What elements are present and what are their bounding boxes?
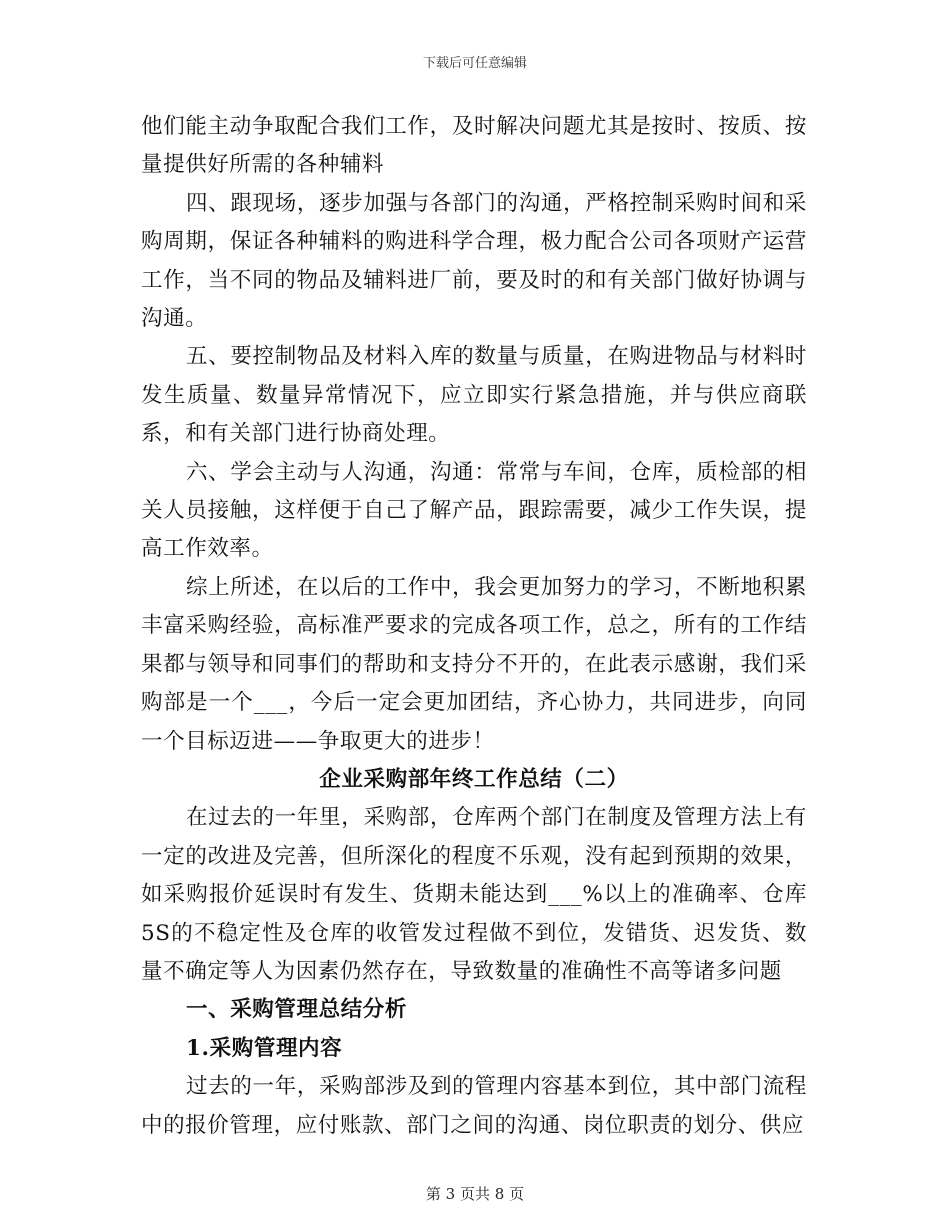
paragraph-item-six: 六、学会主动与人沟通，沟通：常常与车间，仓库，质检部的相关人员接触，这样便于自己了解产品，跟踪需要，减少工作失误，提高工作效率。 xyxy=(141,459,807,562)
page-footer: 第 3 页共 8 页 xyxy=(425,1185,525,1203)
page-header: 下载后可任意编辑 xyxy=(422,56,527,71)
section-title: 企业采购部年终工作总结（二） xyxy=(319,766,629,792)
document-body xyxy=(141,108,807,1145)
paragraph-item-four: 四、跟现场，逐步加强与各部门的沟通，严格控制采购时间和采购周期，保证各种辅料的购进科学合理，极力配合公司各项财产运营工作，当不同的物品及辅料进厂前，要及时的和有关部门做好协调与沟通。 xyxy=(141,190,807,332)
paragraph-conclusion: 综上所述，在以后的工作中，我会更加努力的学习，不断地积累丰富采购经验，高标准严要求的完成各项工作，总之，所有的工作结果都与领导和同事们的帮助和支持分不开的，在此表示感谢，我们采购部是一个___，今后一定会更加团结，齐心协力，共同进步，向同一个目标迈进——争取更大的进步！ xyxy=(141,574,807,754)
heading-level-1: 一、采购管理总结分析 xyxy=(186,997,408,1023)
paragraph-management-content: 过去的一年，采购部涉及到的管理内容基本到位，其中部门流程中的报价管理，应付账款、部门之间的沟通、岗位职责的划分、供应 xyxy=(141,1074,807,1138)
paragraph-continuation: 他们能主动争取配合我们工作，及时解决问题尤其是按时、按质、按量提供好所需的各种辅料 xyxy=(141,114,807,178)
heading-level-2: 1.采购管理内容 xyxy=(186,1035,343,1061)
paragraph-item-five: 五、要控制物品及材料入库的数量与质量，在购进物品与材料时发生质量、数量异常情况下，应立即实行紧急措施，并与供应商联系，和有关部门进行协商处理。 xyxy=(141,344,807,447)
paragraph-intro: 在过去的一年里，采购部，仓库两个部门在制度及管理方法上有一定的改进及完善，但所深化的程度不乐观，没有起到预期的效果，如采购报价延误时有发生、货期未能达到___%以上的准确率、仓库5S的不稳定性及仓库的收管发过程做不到位，发错货、迟发货、数量不确定等人为因素仍然存在，导致数量的准确性不高等诸多问题 xyxy=(141,805,807,984)
